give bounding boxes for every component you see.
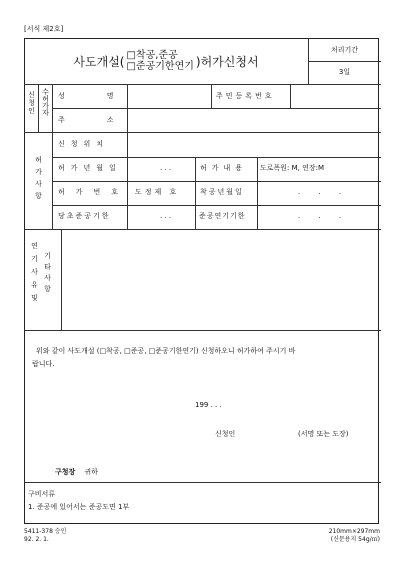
title-prefix: 사도개설( <box>73 54 125 69</box>
recipient <box>55 459 98 478</box>
rule-permit-1 <box>52 157 381 158</box>
permit-group-label: 허가사항 <box>34 156 43 204</box>
location-field[interactable] <box>128 133 380 157</box>
rule-permit-3 <box>52 205 381 206</box>
rule-permit-2 <box>52 181 381 182</box>
rule-attachments <box>24 482 381 483</box>
applicant-group-label: 신청인 <box>27 91 36 115</box>
extension-deadline-label: 준공연기기한 <box>199 212 246 220</box>
resident-number-label: 주민등록번호 <box>216 92 275 100</box>
form-title <box>24 38 308 84</box>
start-date-value[interactable]: . . . <box>298 188 350 196</box>
footer-left <box>24 528 66 544</box>
name-label: 성명 <box>58 92 156 100</box>
permit-number-label: 허가번호 <box>58 188 130 196</box>
title-suffix: )허가신청서 <box>195 54 259 69</box>
original-deadline-value[interactable]: . . . <box>160 212 172 220</box>
other-matters-field[interactable] <box>62 230 380 330</box>
permit-content-value[interactable]: 도로폭원: M, 연장:M <box>260 164 325 172</box>
permit-date-label: 허가년월일 <box>58 164 122 172</box>
address-field[interactable] <box>128 109 380 132</box>
paper-size: 210mm×297mm <box>328 528 380 535</box>
permit-number-value[interactable]: 도정제 호 <box>135 188 180 196</box>
attachments-title: 구비서류 <box>28 490 56 498</box>
rule-resident-label <box>211 84 212 109</box>
permit-content-label: 허가내용 <box>200 164 248 172</box>
processing-period-value: 3일 <box>338 68 351 76</box>
rule-processing <box>308 61 381 62</box>
title-option-start-complete: □착공,준공 <box>126 50 178 61</box>
recipient-title: 구청장 <box>55 468 76 476</box>
other-label-col2: 기타사항 <box>43 252 52 296</box>
address-label: 주소 <box>58 116 156 124</box>
other-label-col1: 연기사유및 <box>30 242 39 307</box>
approval-code: 5411-378 승인 <box>24 528 67 535</box>
footer-right <box>329 528 380 544</box>
rule-permit-right <box>257 157 258 230</box>
rule-processing-v <box>308 38 309 85</box>
resident-number-field[interactable] <box>291 85 380 108</box>
attachment-item: 1. 준공에 있어서는 준공도면 1부 <box>28 503 130 511</box>
original-deadline-label: 당초준공기한 <box>58 212 111 220</box>
title-option-extension: □준공기한연기 <box>126 61 194 72</box>
permittee-label: 수허가자 <box>41 88 50 116</box>
declaration-line2: 랍니다. <box>32 360 55 368</box>
rule-app-col2 <box>52 84 53 230</box>
signature-or-seal[interactable]: (서명 또는 도장) <box>298 430 349 438</box>
form-number: [서식 제2호] <box>24 25 64 33</box>
name-field[interactable] <box>128 85 211 108</box>
rule-other-end <box>24 330 381 331</box>
start-date-label: 착공년월일 <box>200 188 244 196</box>
applicant-signature-label: 신청인 <box>215 430 236 438</box>
processing-period-label: 처리기간 <box>330 46 359 54</box>
location-label: 신청위치 <box>58 140 110 148</box>
extension-deadline-value[interactable]: . . . <box>298 212 350 220</box>
approval-date: 92. 2. 1. <box>24 536 49 543</box>
declaration-line1: 위와 같이 사도개설 (□착공, □준공, □준공기한연기) 신청하오니 허가하여 주시기 바 <box>36 347 296 355</box>
recipient-suffix: 귀하 <box>84 468 98 476</box>
permit-date-value[interactable]: . . . <box>160 164 172 172</box>
title-options <box>126 50 193 72</box>
application-date[interactable]: 199 . . . <box>195 401 222 409</box>
rule-permit-mid <box>195 157 196 230</box>
paper-spec: (신문용지 54g/㎡) <box>330 536 380 543</box>
